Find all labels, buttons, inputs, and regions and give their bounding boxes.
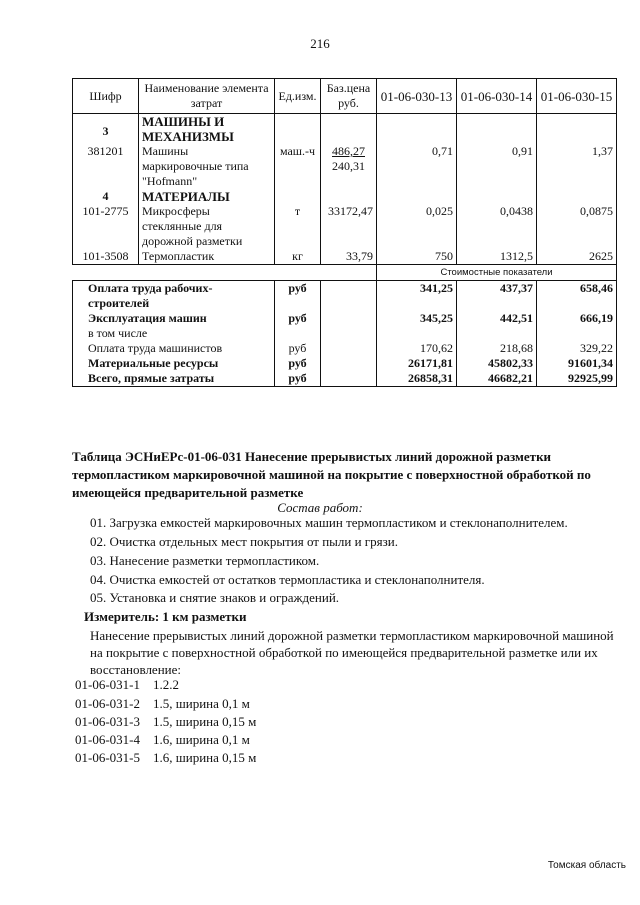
material-v1: 0,025 bbox=[377, 204, 457, 249]
totals-row bbox=[73, 356, 617, 371]
code-row bbox=[75, 750, 256, 766]
machine-v3: 1,37 bbox=[537, 144, 617, 189]
totals-row bbox=[73, 281, 617, 312]
total-operators-v3: 329,22 bbox=[537, 341, 617, 356]
total-machines-v2: 442,51 bbox=[457, 311, 537, 326]
code-row bbox=[75, 677, 179, 693]
material-price: 33172,47 bbox=[321, 204, 377, 249]
material-price: 33,79 bbox=[321, 249, 377, 265]
total-operators-unit: руб bbox=[275, 341, 321, 356]
total-direct-v2: 46682,21 bbox=[457, 371, 537, 387]
material-v2: 1312,5 bbox=[457, 249, 537, 265]
machines-section-row bbox=[73, 114, 617, 145]
total-operators-v1: 170,62 bbox=[377, 341, 457, 356]
code-text: 1.6, ширина 0,1 м bbox=[153, 732, 250, 747]
total-machines-unit: руб bbox=[275, 311, 321, 326]
cost-indicators-label: Стоимостные показатели bbox=[377, 265, 617, 281]
code-row bbox=[75, 714, 256, 730]
machine-v2: 0,91 bbox=[457, 144, 537, 189]
total-direct-v3: 92925,99 bbox=[537, 371, 617, 387]
machines-section-title: МАШИНЫ И МЕХАНИЗМЫ bbox=[139, 114, 275, 145]
header-col3: 01-06-030-15 bbox=[537, 79, 617, 114]
total-materials-v1: 26171,81 bbox=[377, 356, 457, 371]
total-labor-label: Оплата труда рабочих-строителей bbox=[73, 281, 275, 312]
total-labor-v1: 341,25 bbox=[377, 281, 457, 312]
footer-region: Томская область bbox=[547, 860, 626, 871]
work-item: 05. Установка и снятие знаков и ограждений. bbox=[90, 590, 340, 605]
total-machines-v3: 666,19 bbox=[537, 311, 617, 326]
table-row bbox=[73, 144, 617, 189]
total-materials-v3: 91601,34 bbox=[537, 356, 617, 371]
total-materials-unit: руб bbox=[275, 356, 321, 371]
code-id: 01-06-031-1 bbox=[75, 677, 140, 692]
total-direct-unit: руб bbox=[275, 371, 321, 387]
totals-row bbox=[73, 371, 617, 387]
header-col1: 01-06-030-13 bbox=[377, 79, 457, 114]
material-name: Термопластик bbox=[139, 249, 275, 265]
total-operators-v2: 218,68 bbox=[457, 341, 537, 356]
header-name: Наименование элемента затрат bbox=[139, 79, 275, 114]
cost-indicators-row bbox=[73, 265, 617, 281]
machine-unit: маш.-ч bbox=[275, 144, 321, 189]
material-v3: 0,0875 bbox=[537, 204, 617, 249]
code-id: 01-06-031-2 bbox=[75, 696, 140, 711]
composition-label: Состав работ: bbox=[277, 500, 363, 515]
machine-code: 381201 bbox=[73, 144, 139, 189]
code-text: 1.5, ширина 0,15 м bbox=[153, 714, 257, 729]
total-labor-v2: 437,37 bbox=[457, 281, 537, 312]
material-unit: кг bbox=[275, 249, 321, 265]
table-header-row bbox=[73, 79, 617, 114]
total-labor-v3: 658,46 bbox=[537, 281, 617, 312]
material-v3: 2625 bbox=[537, 249, 617, 265]
resource-table bbox=[72, 78, 617, 387]
code-id: 01-06-031-5 bbox=[75, 750, 140, 765]
header-unit: Ед.изм. bbox=[275, 79, 321, 114]
material-unit: т bbox=[275, 204, 321, 249]
page-number: 216 bbox=[310, 36, 330, 51]
totals-row bbox=[73, 341, 617, 356]
code-text: 1.5, ширина 0,1 м bbox=[153, 696, 250, 711]
materials-section-row bbox=[73, 189, 617, 204]
machine-v1: 0,71 bbox=[377, 144, 457, 189]
table-row bbox=[73, 249, 617, 265]
machine-price-bottom: 240,31 bbox=[332, 159, 365, 173]
material-v1: 750 bbox=[377, 249, 457, 265]
header-col2: 01-06-030-14 bbox=[457, 79, 537, 114]
totals-row bbox=[73, 326, 617, 341]
total-operators-label: Оплата труда машинистов bbox=[73, 341, 275, 356]
code-id: 01-06-031-3 bbox=[75, 714, 140, 729]
totals-row bbox=[73, 311, 617, 326]
header-base-price: Баз.цена руб. bbox=[321, 79, 377, 114]
header-code: Шифр bbox=[73, 79, 139, 114]
machines-section-no: 3 bbox=[73, 114, 139, 145]
total-materials-label: Материальные ресурсы bbox=[73, 356, 275, 371]
machine-price-top: 486,27 bbox=[332, 144, 365, 158]
total-labor-unit: руб bbox=[275, 281, 321, 312]
total-direct-label: Всего, прямые затраты bbox=[73, 371, 275, 387]
code-row bbox=[75, 696, 250, 712]
material-name: Микросферы стеклянные для дорожной разметки bbox=[139, 204, 275, 249]
code-text: 1.2.2 bbox=[153, 677, 179, 692]
material-code: 101-2775 bbox=[73, 204, 139, 249]
total-materials-v2: 45802,33 bbox=[457, 356, 537, 371]
material-code: 101-3508 bbox=[73, 249, 139, 265]
code-text: 1.6, ширина 0,15 м bbox=[153, 750, 257, 765]
machine-price bbox=[321, 144, 377, 189]
work-item: 03. Нанесение разметки термопластиком. bbox=[90, 553, 320, 568]
section-title: Таблица ЭСНиЕРс-01-06-031 Нанесение прерывистых линий дорожной разметки термопластиком маркировочной машиной на покрытие с поверхностной обработкой по имеющейся предварительной разметке bbox=[72, 449, 591, 500]
machine-name: Машины маркировочные типа "Hofmann" bbox=[139, 144, 275, 189]
total-machines-label: Эксплуатация машин bbox=[73, 311, 275, 326]
table-row bbox=[73, 204, 617, 249]
meter-label: Измеритель: 1 км разметки bbox=[84, 609, 247, 624]
section-description: Нанесение прерывистых линий дорожной разметки термопластиком маркировочной машиной на покрытие с поверхностной обработкой по имеющейся предварительной разметке или их восстановление: bbox=[90, 628, 614, 677]
material-v2: 0,0438 bbox=[457, 204, 537, 249]
work-item: 01. Загрузка емкостей маркировочных машин термопластиком и стеклонаполнителем. bbox=[90, 515, 568, 530]
materials-section-title: МАТЕРИАЛЫ bbox=[139, 189, 275, 204]
total-machines-v1: 345,25 bbox=[377, 311, 457, 326]
work-item: 02. Очистка отдельных мест покрытия от пыли и грязи. bbox=[90, 534, 398, 549]
work-item: 04. Очистка емкостей от остатков термопластика и стеклонаполнителя. bbox=[90, 572, 485, 587]
including-label: в том числе bbox=[73, 326, 275, 341]
code-id: 01-06-031-4 bbox=[75, 732, 140, 747]
code-row bbox=[75, 732, 250, 748]
total-direct-v1: 26858,31 bbox=[377, 371, 457, 387]
materials-section-no: 4 bbox=[73, 189, 139, 204]
